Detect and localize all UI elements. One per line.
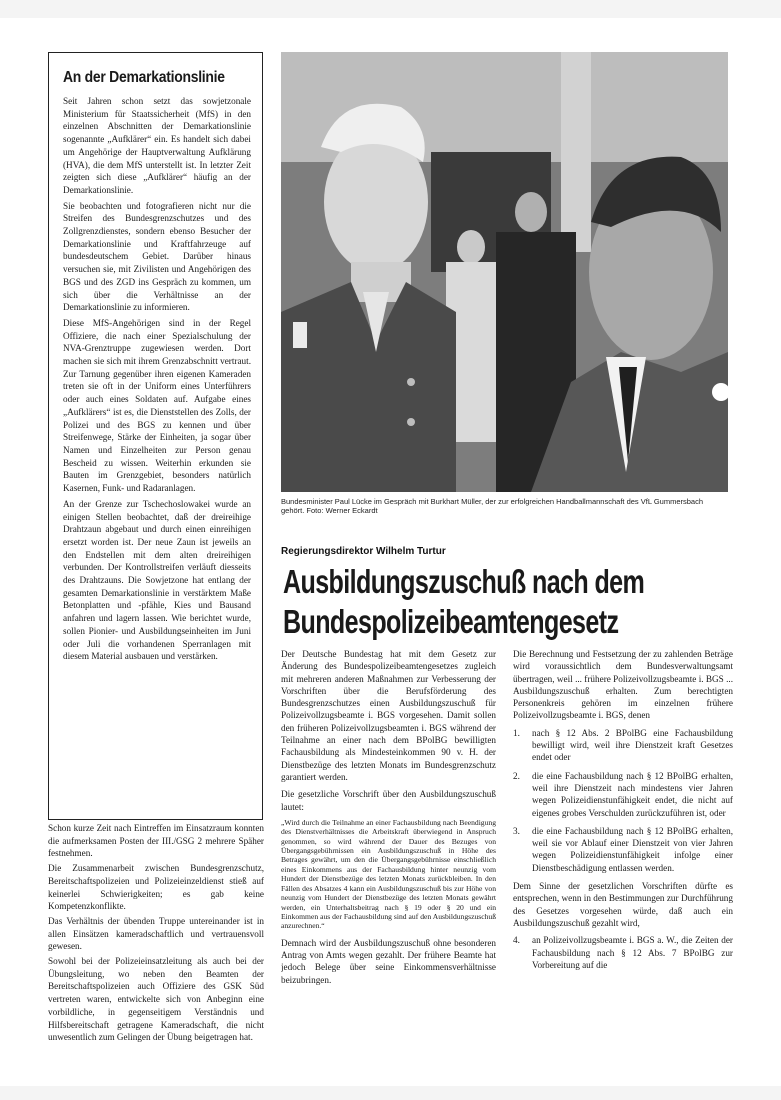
list-item	[513, 770, 733, 819]
article-paragraph: Der Deutsche Bundestag hat mit dem Gesetz zur Änderung des Bundespolizeibeamtengesetzes zugleich mit mehreren anderen Maßnahmen zur Verbesserung der Vorschriften über die Berufsförderung des Bundesgrenzschutzes einen Ausbildungszuschuß für Polizeivollzugsbeamte i. BGS vorgesehen. Damit sollen den früheren Polizeivollzugsbeamten i. BGS während der Teilnahme an einer nach dem BPolBG bewilligten Fachausbildung als Mindesteinkommen 90 v. H. der Dienstbezüge des letzten Monats im Bundesgrenzschutz garantiert werden.	[281, 649, 496, 782]
article-column-a	[281, 648, 496, 1068]
article-paragraph: Die Berechnung und Festsetzung der zu zahlenden Beträge wird voraussichtlich dem Bundesverwaltungsamt übertragen, weil ... frühere Polizeivollzugsbeamte i. BGS ... Ausbildungszuschuß erhalten. Zum berechtigten Personenkreis gehören im einzelnen frühere Polizeivollzugsbeamte i. BGS, denen	[513, 649, 733, 721]
sidebar-paragraph: Diese MfS-Angehörigen sind in der Regel Offiziere, die nach einer Spezialschulung der NVA-Grenztruppe zugewiesen werden. Dort machen sie sich mit ihrem Grenzabschnitt vertraut. Zur Tarnung gegenüber ihren eigenen Kameraden treten sie oft in der Uniform eines Unterführers oder auch eines Soldaten auf. Aufgabe eines „Aufklärers“ ist es, die Dienststellen des Zolls, der Polizei und des BGS zu kennen und über Streifenwege, Stärke der Einheiten, ja sogar über Namen und Einzelheiten zur Person genau Bescheid zu wissen. Weiterhin erkunden sie Bauten im Grenzgebiet, besonders natürlich Kasernen, Funk- und Radaranlagen.	[63, 317, 251, 494]
list-text: an Polizeivollzugsbeamte i. BGS a. W., die Zeiten der Fachausbildung nach § 12 Abs. 7 BPolBG zur Vorbereitung auf die	[532, 935, 733, 970]
list-number: 1.	[513, 727, 520, 738]
photo-image	[281, 52, 728, 492]
law-quote	[281, 818, 496, 931]
headline-line: Ausbildungszuschuß nach dem	[283, 563, 645, 600]
left-paragraph: Das Verhältnis der übenden Truppe untereinander ist in allen Einsätzen kameradschaftlich und vertrauensvoll gewesen.	[48, 915, 264, 952]
list-number: 2.	[513, 770, 520, 781]
headline-line: Bundespolizeibeamtengesetz	[283, 603, 619, 640]
article-column-b	[513, 648, 733, 1068]
left-paragraph: Die Zusammenarbeit zwischen Bundesgrenzschutz, Bereitschaftspolizeien und Polizeieinzeldienst stieß auf keinerlei Schwierigkeiten; es gab keine Kompetenzkonflikte.	[48, 863, 264, 912]
list-text: die eine Fachausbildung nach § 12 BPolBG erhalten, weil sie vor Ablauf einer Dienstzeit von vier Jahren wegen Polizeidienstunfähigkeit infolge einer Dienstbeschädigung entlassen werden.	[532, 825, 733, 873]
list-number: 3.	[513, 825, 520, 836]
list-number: 4.	[513, 935, 520, 946]
left-paragraph: Schon kurze Zeit nach Eintreffen im Einsatzraum konnten die aufmerksamen Posten der III./GSG 2 mehrere Späher festnehmen.	[48, 823, 264, 859]
photo-caption: Bundesminister Paul Lücke im Gespräch mit Burkhart Müller, der zur erfolgreichen Handballmannschaft des VfL Gummersbach gehört. Foto: Werner Eckardt	[281, 497, 703, 515]
left-column	[48, 822, 264, 1062]
news-photo	[281, 52, 728, 492]
sidebar-title: An der Demarkationslinie	[63, 69, 225, 86]
list-text: die eine Fachausbildung nach § 12 BPolBG erhalten, weil ihre Dienstzeit nach mindestens vier Jahren wegen Polizeidienstunfähigkeit endet, die nicht auf eigenes grobes Verschulden zurückzuführen ist, oder	[532, 770, 733, 818]
quote-text: „Wird durch die Teilnahme an einer Fachausbildung nach Beendigung des Dienstverhältnisses die Arbeitskraft überwiegend in Anspruch genommen, so wird während der Dauer des Bezuges von Übergangsgebührnissen ein Ausbildungszuschuß in Höhe des Betrages gewährt, um den die Übergangsgebührnisse einschließlich eines Einkommens aus der Fachausbildung hinter neunzig vom Hundert der Dienstbezüge des letzten Monats zurückbleiben. In den Fällen des Absatzes 4 kann ein Ausbildungszuschuß bis zur Höhe von neunzig vom Hundert der Dienstbezüge des letzten Monats gewährt werden, ein Unterhaltsbeitrag nach § 19 oder § 20 und ein Einkommen aus der Fachausbildung sind auf den Ausbildungszuschuß anzurechnen.“	[281, 817, 496, 931]
page-bottom-margin	[0, 1086, 781, 1100]
list-item	[513, 825, 733, 874]
article-headline	[283, 562, 645, 642]
article-paragraph: Die gesetzliche Vorschrift über den Ausbildungszuschuß lautet:	[281, 789, 496, 812]
page-top-margin	[0, 0, 781, 18]
sidebar-paragraph: Sie beobachten und fotografieren nicht nur die Streifen des Bundesgrenzschutzes und des Zollgrenzdienstes, sondern ebenso Besucher der Demarkationslinie und Kraftfahrzeuge auf bundesdeutschem Gebiet. Darüber hinaus versuchen sie, mit Zivilisten und Angehörigen des BGS und des ZGD ins Gespräch zu kommen, um sich über die Verhältnisse an der Demarkationslinie zu informieren.	[63, 200, 251, 313]
article-paragraph: Dem Sinne der gesetzlichen Vorschriften dürfte es entsprechen, wenn in den Bestimmungen zur Durchführung des Gesetzes vorgesehen würde, daß auch ein Ausbildungszuschuß gezahlt wird,	[513, 881, 733, 928]
sidebar-paragraph: An der Grenze zur Tschechoslowakei wurde an einigen Stellen beobachtet, daß der dreireihige Drahtzaun abgebaut und durch einen einreihigen ersetzt worden ist. Der neue Zaun ist jeweils an den Endstellen mit dem alten dreireihigen verbunden. Der Kontrollstreifen verläuft diesseits des Drahtzauns. Die Sowjetzone hat entlang der gesamten Demarkationslinie in verstärktem Maße Betonplatten und -pfähle, Kies und Bausand anfahren und lagern lassen. Wie berichtet wurde, sollen Pionier- und Ausbildungseinheiten im Juni oder Juli die vorhandenen Sperranlagen mit diesem Material ausbauen und verstärken.	[63, 498, 251, 662]
article-paragraph: Demnach wird der Ausbildungszuschuß ohne besonderen Antrag von Amts wegen gezahlt. Der frühere Beamte hat jedoch Belege über seine Einkommensverhältnisse beizubringen.	[281, 937, 496, 985]
left-paragraph: Sowohl bei der Polizeieinsatzleitung als auch bei der Übungsleitung, wo neben den Beamten der Bereitschaftspolizeien auch Offiziere des GSK Süd vertreten waren, entwickelte sich von Anbeginn eine vorbildliche, in gegenseitigem Verständnis und Hilfsbereitschaft getragene Kameradschaft, die nicht unwesentlich zum Gelingen der Übung beigetragen hat.	[48, 956, 264, 1043]
list-item	[513, 727, 733, 764]
sidebar-paragraph: Seit Jahren schon setzt das sowjetzonale Ministerium für Staatssicherheit (MfS) in den einzelnen Abschnitten der Demarkationslinie sogenannte „Aufklärer“ ein. Es handelt sich dabei um Angehörige der Hauptverwaltung Aufklärung (HVA), die dem MfS unterstellt ist. In letzter Zeit zeigten sich diese „Aufklärer“ häufig an der Demarkationslinie.	[63, 96, 251, 195]
list-item	[513, 934, 733, 971]
list-text: nach § 12 Abs. 2 BPolBG eine Fachausbildung bewilligt wird, weil ihre Dienstzeit kraft Gesetzes endet oder	[532, 727, 733, 763]
sidebar-box	[48, 52, 263, 820]
article-byline: Regierungsdirektor Wilhelm Turtur	[281, 546, 446, 557]
